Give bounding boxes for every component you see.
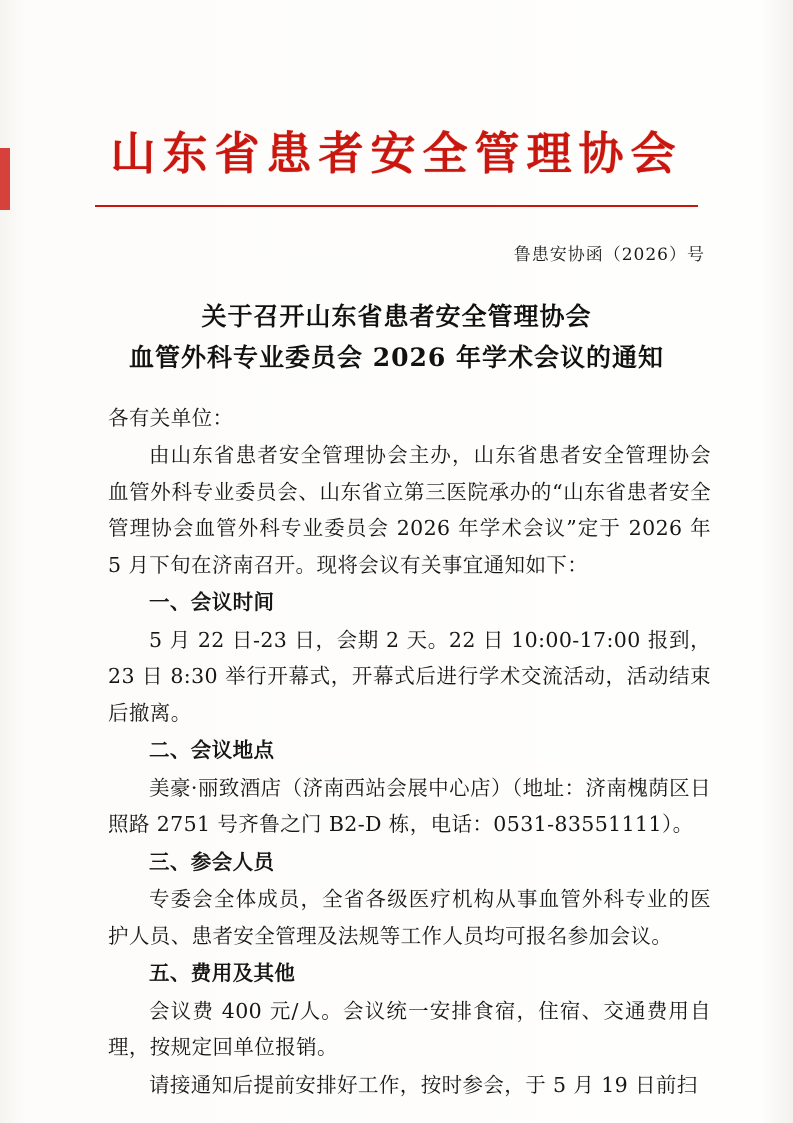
section-heading-3: 三、参会人员 bbox=[149, 849, 275, 874]
section-text-3: 专委会全体成员，全省各级医疗机构从事血管外科专业的医护人员、患者安全管理及法规等工作人员均可报名参加会议。 bbox=[108, 887, 711, 948]
salutation: 各有关单位： bbox=[108, 406, 234, 430]
organization-name: 山东省患者安全管理协会 bbox=[110, 127, 683, 180]
document-title bbox=[80, 297, 713, 378]
section-text-2: 美豪·丽致酒店（济南西站会展中心店）（地址：济南槐荫区日照路 2751 号齐鲁之门 B2-D 栋，电话：0531-83551111）。 bbox=[108, 775, 711, 837]
document-number: 鲁患安协函（2026）号 bbox=[513, 245, 705, 265]
section-heading-2: 二、会议地点 bbox=[149, 738, 275, 763]
section-heading-1: 一、会议时间 bbox=[149, 590, 275, 615]
letterhead-divider bbox=[95, 205, 698, 207]
section-text-1: 5 月 22 日-23 日，会期 2 天。22 日 10:00-17:00 报到，23 日 8:30 举行开幕式，开幕式后进行学术交流活动，活动结束后撤离。 bbox=[108, 627, 711, 725]
section-heading-4: 五、费用及其他 bbox=[149, 961, 296, 986]
document-body bbox=[108, 400, 711, 1104]
section-text-4: 会议费 400 元/人。会议统一安排食宿，住宿、交通费用自理，按规定回单位报销。 bbox=[108, 998, 711, 1060]
title-line-2: 血管外科专业委员会 2026 年学术会议的通知 bbox=[129, 342, 664, 372]
title-line-1: 关于召开山东省患者安全管理协会 bbox=[201, 302, 592, 331]
closing-paragraph: 请接通知后提前安排好工作，按时参会，于 5 月 19 日前扫 bbox=[149, 1072, 698, 1097]
intro-paragraph: 由山东省患者安全管理协会主办，山东省患者安全管理协会血管外科专业委员会、山东省立第三医院承办的“山东省患者安全管理协会血管外科专业委员会 2026 年学术会议”定于 2026 年 5 月下旬在济南召开。现将会议有关事宜通知如下： bbox=[108, 443, 711, 577]
letterhead bbox=[0, 128, 793, 180]
